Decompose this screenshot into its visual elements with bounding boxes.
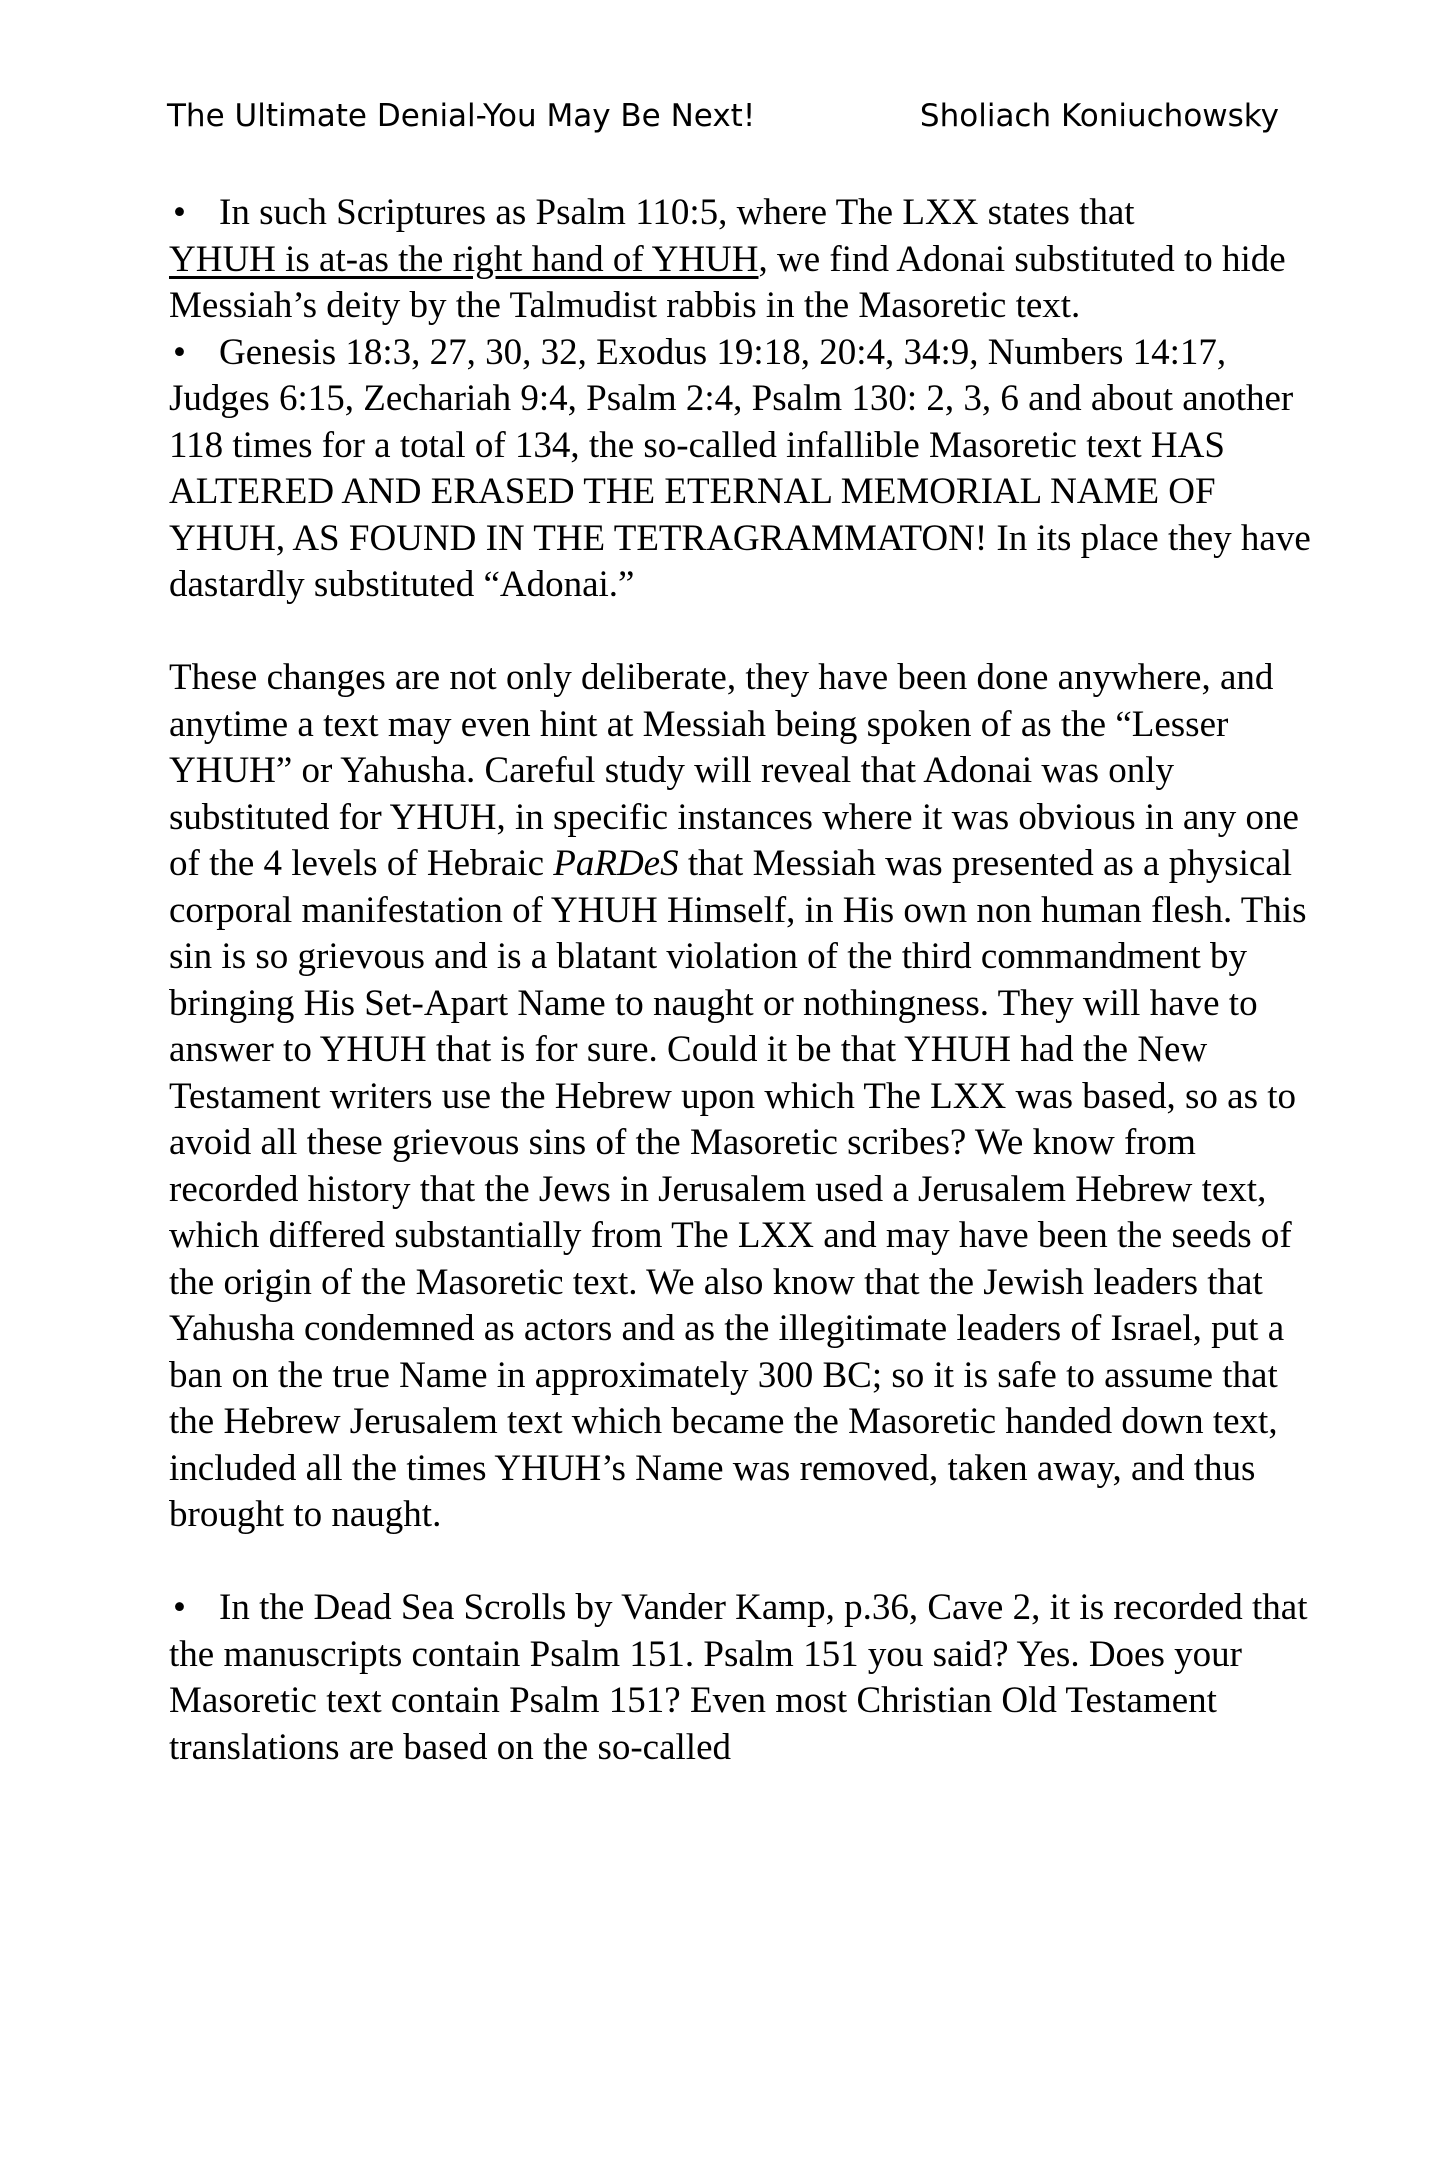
- bullet-icon: •: [173, 1587, 186, 1628]
- paragraph-text: In the Dead Sea Scrolls by Vander Kamp, p.36, Cave 2, it is recorded that the manuscripts contain Psalm 151. Psalm 151 you said? Yes. Does your Masoretic text contain Psalm 151? Even most Christian Old Testament translations are based on the so-called: [169, 1587, 1308, 1768]
- page-header: [167, 98, 1279, 148]
- paragraph-spacer: [169, 1539, 1319, 1586]
- document-body: [169, 190, 1319, 1771]
- paragraph-text: These changes are not only deliberate, they have been done anywhere, and anytime a text may even hint at Messiah being spoken of as the “Lesser YHUH” or Yahusha. Careful study will reveal that Adonai was only substituted for YHUH, in specific instances where it was obvious in any one of the 4 levels of Hebraic: [169, 657, 1299, 884]
- paragraph-text: Genesis 18:3, 27, 30, 32, Exodus 19:18, 20:4, 34:9, Numbers 14:17, Judges 6:15, Zechariah 9:4, Psalm 2:4, Psalm 130: 2, 3, 6 and about another 118 times for a total of 134, the so-called infallible Masoretic text HAS ALTERED AND ERASED THE ETERNAL MEMORIAL NAME OF YHUH, AS FOUND IN THE TETRAGRAMMATON! In its place they have dastardly substituted “Adonai.”: [169, 331, 1311, 605]
- paragraph-spacer: [169, 609, 1319, 656]
- paragraph-text: In such Scriptures as Psalm 110:5, where The LXX states that: [219, 192, 1135, 233]
- paragraph-text: , we find Adonai substituted to hide Messiah’s deity by the Talmudist rabbis in the Masoretic text.: [169, 238, 1286, 326]
- paragraph-changes: [169, 655, 1319, 1539]
- bullet-icon: •: [173, 331, 186, 373]
- document-title: The Ultimate Denial-You May Be Next!: [167, 98, 756, 134]
- italic-term: PaRDeS: [553, 843, 679, 884]
- bullet-icon: •: [173, 192, 186, 233]
- bullet-paragraph-dead-sea-scrolls: [169, 1585, 1319, 1771]
- document-author: Sholiach Koniuchowsky: [919, 98, 1279, 134]
- bullet-paragraph-psalm-110: [169, 190, 1319, 330]
- bullet-paragraph-genesis: [169, 330, 1319, 609]
- paragraph-text: that Messiah was presented as a physical corporal manifestation of YHUH Himself, in His own non human flesh. This sin is so grievous and is a blatant violation of the third commandment by bringing His Set-Apart Name to naught or nothingness. They will have to answer to YHUH that is for sure. Could it be that YHUH had the New Testament writers use the Hebrew upon which The LXX was based, so as to avoid all these grievous sins of the Masoretic scribes? We know from recorded history that the Jews in Jerusalem used a Jerusalem Hebrew text, which differed substantially from The LXX and may have been the seeds of the origin of the Masoretic text. We also know that the Jewish leaders that Yahusha condemned as actors and as the illegitimate leaders of Israel, put a ban on the true Name in approximately 300 BC; so it is safe to assume that the Hebrew Jerusalem text which became the Masoretic handed down text, included all the times YHUH’s Name was removed, taken away, and thus brought to naught.: [169, 843, 1307, 1535]
- underlined-phrase: YHUH is at-as the right hand of YHUH: [169, 238, 759, 280]
